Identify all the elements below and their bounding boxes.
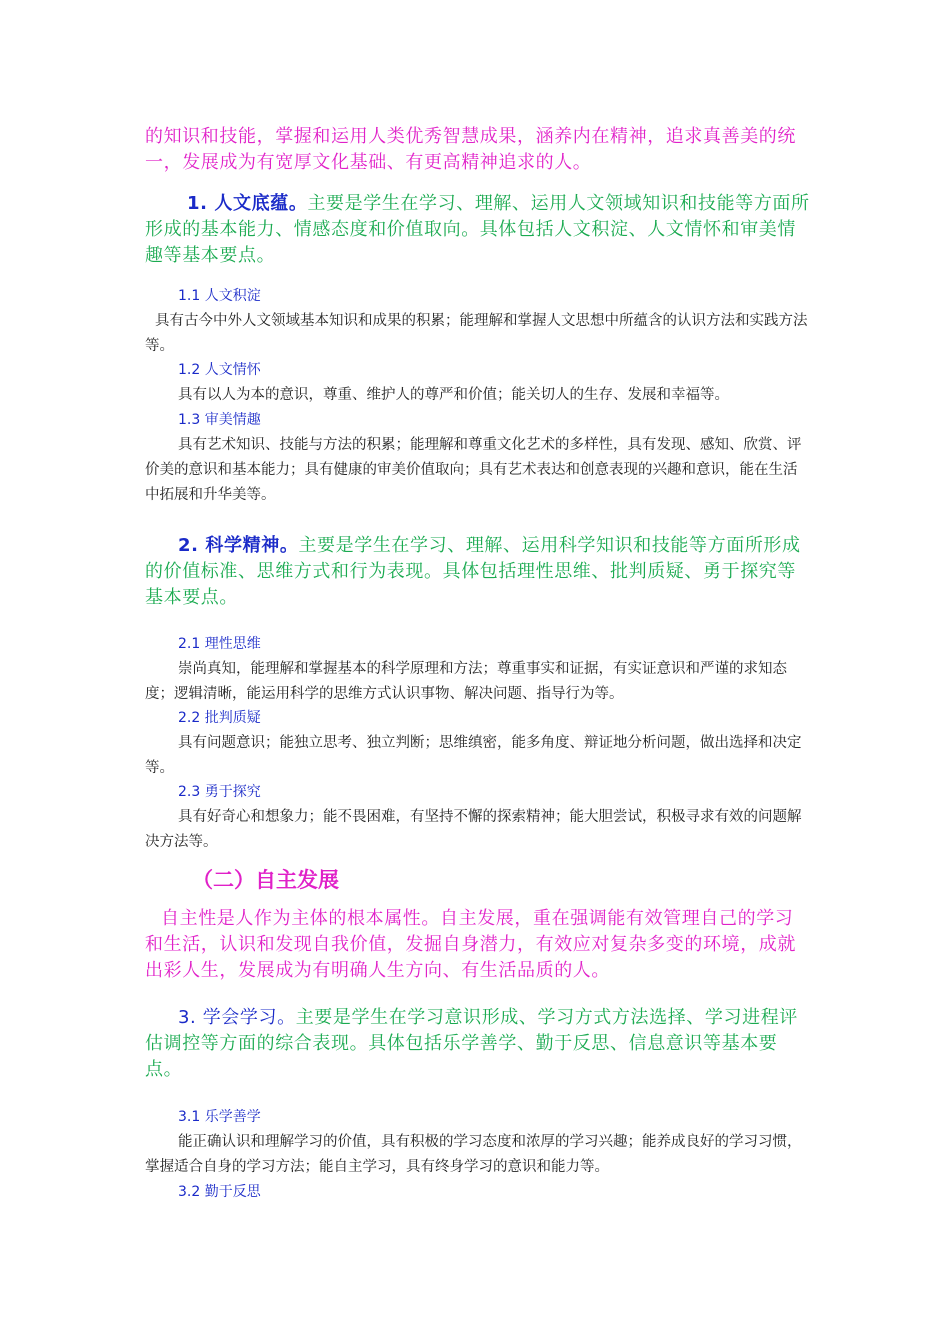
subheading-3-1: 3.1 乐学善学 <box>178 1109 261 1125</box>
subheading-2-2: 2.2 批判质疑 <box>178 710 261 726</box>
heading-text: 主要是学生在学习意识形成、学习方式方法选择、学习进程评估调控等方面的综合表现。具体包括乐学善学、勤于反思、信息意识等基本要点。 <box>145 1007 798 1080</box>
subheading-1-2: 1.2 人文情怀 <box>178 362 261 378</box>
heading-learning-to-learn <box>145 1005 810 1083</box>
body-2-2: 具有问题意识；能独立思考、独立判断；思维缜密，能多角度、辩证地分析问题，做出选择和决定等。 <box>145 735 802 776</box>
body-1-1: 具有古今中外人文领域基本知识和成果的积累；能理解和掌握人文思想中所蕴含的认识方法和实践方法等。 <box>145 313 808 354</box>
subheading-3-2: 3.2 勤于反思 <box>178 1184 261 1200</box>
heading-lead: 1. 人文底蕴。 <box>187 193 308 214</box>
heading-text: 主要是学生在学习、理解、运用人文领域知识和技能等方面所形成的基本能力、情感态度和价值取向。具体包括人文积淀、人文情怀和审美情趣等基本要点。 <box>145 193 810 266</box>
heading-lead: 3. 学会学习。 <box>178 1007 296 1028</box>
body-1-3: 具有艺术知识、技能与方法的积累；能理解和尊重文化艺术的多样性，具有发现、感知、欣赏、评价美的意识和基本能力；具有健康的审美价值取向；具有艺术表达和创意表现的兴趣和意识，能在生活中拓展和升华美等。 <box>145 437 802 503</box>
intro-paragraph: 的知识和技能，掌握和运用人类优秀智慧成果，涵养内在精神，追求真善美的统一，发展成为有宽厚文化基础、有更高精神追求的人。 <box>145 126 796 173</box>
subheading-1-3: 1.3 审美情趣 <box>178 412 261 428</box>
body-2-3: 具有好奇心和想象力；能不畏困难，有坚持不懈的探索精神；能大胆尝试，积极寻求有效的问题解决方法等。 <box>145 809 802 850</box>
heading-text: 主要是学生在学习、理解、运用科学知识和技能等方面所形成的价值标准、思维方式和行为表现。具体包括理性思维、批判质疑、勇于探究等基本要点。 <box>145 535 801 608</box>
subheading-1-1: 1.1 人文积淀 <box>178 288 261 304</box>
subheading-2-1: 2.1 理性思维 <box>178 636 261 652</box>
heading-humanistic-foundation <box>145 191 810 269</box>
section-intro-paragraph: 自主性是人作为主体的根本属性。自主发展，重在强调能有效管理自己的学习和生活，认识和发现自我价值，发掘自身潜力，有效应对复杂多变的环境，成就出彩人生，发展成为有明确人生方向、有生活品质的人。 <box>145 908 796 981</box>
body-3-1: 能正确认识和理解学习的价值，具有积极的学习态度和浓厚的学习兴趣；能养成良好的学习习惯，掌握适合自身的学习方法；能自主学习，具有终身学习的意识和能力等。 <box>145 1134 802 1175</box>
body-1-2: 具有以人为本的意识，尊重、维护人的尊严和价值；能关切人的生存、发展和幸福等。 <box>178 387 729 403</box>
heading-scientific-spirit <box>145 533 810 611</box>
heading-lead: 2. 科学精神。 <box>178 535 299 556</box>
subheading-2-3: 2.3 勇于探究 <box>178 784 261 800</box>
body-2-1: 崇尚真知，能理解和掌握基本的科学原理和方法；尊重事实和证据，有实证意识和严谨的求知态度；逻辑清晰，能运用科学的思维方式认识事物、解决问题、指导行为等。 <box>145 661 787 702</box>
section-heading-autonomous-development: （二）自主发展 <box>192 868 339 892</box>
